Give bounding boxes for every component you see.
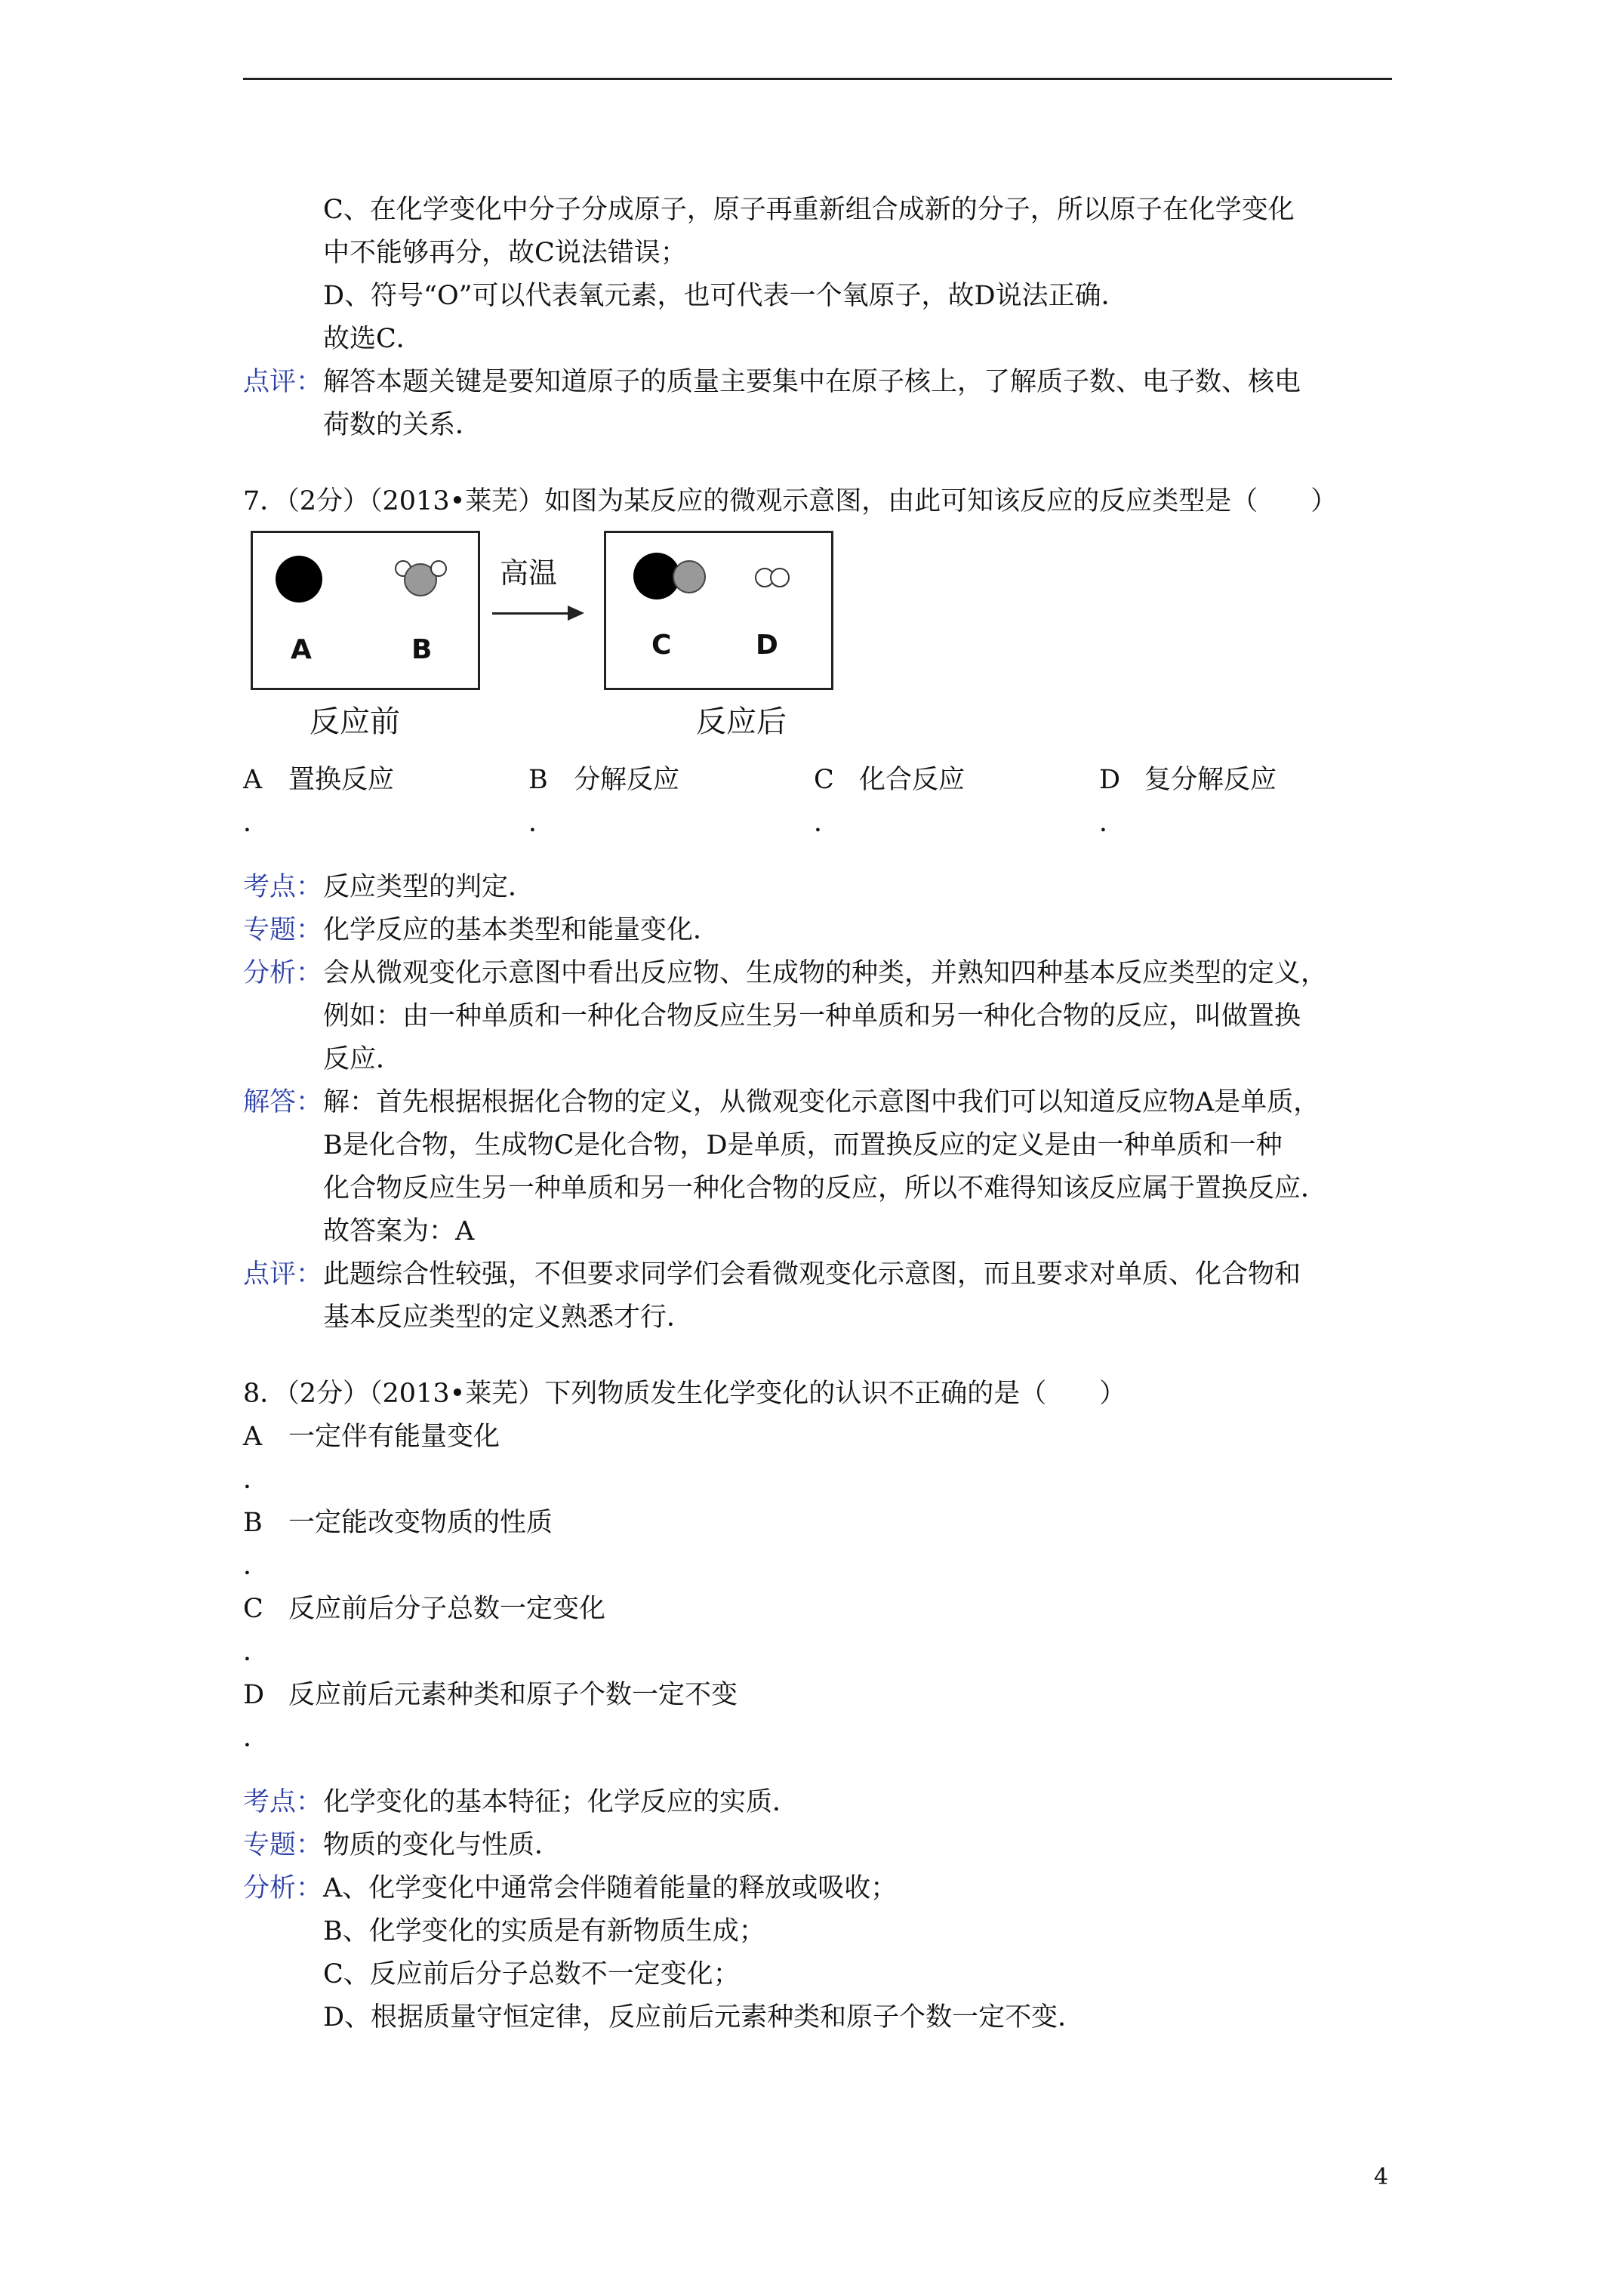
prev-comment xyxy=(243,361,1392,447)
dianping-label: 点评： xyxy=(243,1259,323,1290)
molecule-d-atom xyxy=(770,568,790,587)
arrow-line xyxy=(492,612,569,615)
jieda-label: 解答： xyxy=(243,1087,323,1117)
fenxi-label: 分析： xyxy=(243,958,323,988)
q8-stem: 8．（2分）（2013•莱芜）下列物质发生化学变化的认识不正确的是（ ） xyxy=(243,1379,1126,1409)
option-letter: C xyxy=(243,1594,263,1624)
q7-stem: 7．（2分）（2013•莱芜）如图为某反应的微观示意图，由此可知该反应的反应类型是（ ） xyxy=(243,486,1338,516)
kaodian-label: 考点： xyxy=(243,1787,323,1817)
option-text: 置换反应 xyxy=(288,765,395,795)
q7-option-c xyxy=(814,759,1099,845)
q7-dianping xyxy=(243,1253,1392,1339)
option-letter: D xyxy=(243,1680,265,1710)
q8-option-d xyxy=(243,1674,1392,1760)
kaodian-text: 反应类型的判定． xyxy=(323,872,535,902)
after-box xyxy=(604,531,833,690)
q8-option-b xyxy=(243,1502,1392,1588)
dianping-line: 此题综合性较强，不但要求同学们会看微观变化示意图，而且要求对单质、化合物和 xyxy=(323,1259,1301,1290)
q8-option-c xyxy=(243,1588,1392,1674)
jieda-line: B是化合物，生成物C是化合物，D是单质，而置换反应的定义是由一种单质和一种 xyxy=(323,1130,1283,1160)
kaodian-text: 化学变化的基本特征；化学反应的实质． xyxy=(323,1787,799,1817)
zhuanti-text: 物质的变化与性质． xyxy=(323,1830,562,1860)
q7-jieda xyxy=(243,1081,1392,1253)
option-dot: ． xyxy=(243,1465,270,1495)
label-d: D xyxy=(756,630,778,661)
kaodian-label: 考点： xyxy=(243,872,323,902)
comment-label: 点评： xyxy=(243,367,323,397)
option-dot: ． xyxy=(243,1637,270,1667)
option-dot: ． xyxy=(1099,808,1126,838)
molecule-b-small-atom xyxy=(430,560,447,577)
option-letter: A xyxy=(243,1422,263,1452)
option-dot: ． xyxy=(814,808,841,838)
option-text: 化合反应 xyxy=(859,765,965,795)
option-text: 一定能改变物质的性质 xyxy=(288,1508,553,1538)
fenxi-line: D、根据质量守恒定律，反应前后元素种类和原子个数一定不变． xyxy=(323,2002,1085,2032)
option-dot: ． xyxy=(243,808,270,838)
label-c: C xyxy=(651,630,672,661)
molecule-a-atom xyxy=(276,556,322,603)
option-letter: B xyxy=(243,1508,263,1538)
q8-option-a xyxy=(243,1416,1392,1502)
before-box xyxy=(251,531,480,690)
prev-c-line1: C、在化学变化中分子分成原子，原子再重新组合成新的分子，所以原子在化学变化 xyxy=(323,195,1295,225)
jieda-line: 故答案为：A xyxy=(323,1216,475,1247)
option-letter: B xyxy=(528,765,548,795)
caption-before: 反应前 xyxy=(310,704,400,739)
zhuanti-label: 专题： xyxy=(243,1830,323,1860)
q7-option-b xyxy=(528,759,814,845)
fenxi-line: 例如：由一种单质和一种化合物反应生另一种单质和另一种化合物的反应，叫做置换 xyxy=(323,1001,1301,1031)
reaction-condition: 高温 xyxy=(500,556,558,590)
arrow-head-icon xyxy=(568,606,584,621)
jieda-line: 解：首先根据根据化合物的定义，从微观变化示意图中我们可以知道反应物A是单质， xyxy=(323,1087,1320,1117)
zhuanti-label: 专题： xyxy=(243,915,323,945)
jieda-line: 化合物反应生另一种单质和另一种化合物的反应，所以不难得知该反应属于置换反应． xyxy=(323,1173,1328,1203)
page-content xyxy=(243,189,1392,2039)
q7-zhuanti xyxy=(243,909,1392,952)
zhuanti-text: 化学反应的基本类型和能量变化． xyxy=(323,915,720,945)
q8-kaodian xyxy=(243,1781,1392,1824)
option-letter: C xyxy=(814,765,834,795)
q7-option-a xyxy=(243,759,528,845)
prev-c-line2: 中不能够再分，故C说法错误； xyxy=(323,238,687,268)
comment-line: 荷数的关系． xyxy=(323,410,482,440)
option-text: 复分解反应 xyxy=(1144,765,1277,795)
molecule-c-gray-atom xyxy=(673,560,706,593)
header-rule xyxy=(243,78,1392,80)
reaction-diagram xyxy=(243,531,1392,757)
option-letter: A xyxy=(243,765,263,795)
option-dot: ． xyxy=(243,1551,270,1581)
option-text: 反应前后元素种类和原子个数一定不变 xyxy=(288,1680,738,1710)
fenxi-line: A、化学变化中通常会伴随着能量的释放或吸收； xyxy=(323,1873,898,1903)
fenxi-line: 反应． xyxy=(323,1044,403,1074)
option-text: 一定伴有能量变化 xyxy=(288,1422,500,1452)
label-a: A xyxy=(291,634,312,665)
option-letter: D xyxy=(1099,765,1121,795)
comment-line: 解答本题关键是要知道原子的质量主要集中在原子核上，了解质子数、电子数、核电 xyxy=(323,367,1301,397)
prev-d-line: D、符号“O”可以代表氧元素，也可代表一个氧原子，故D说法正确． xyxy=(323,281,1128,311)
q7-option-d xyxy=(1099,759,1384,845)
caption-after: 反应后 xyxy=(696,704,787,739)
option-text: 反应前后分子总数一定变化 xyxy=(288,1594,606,1624)
q7-options xyxy=(243,759,1392,845)
option-dot: ． xyxy=(243,1723,270,1753)
fenxi-label: 分析： xyxy=(243,1873,323,1903)
q7-kaodian xyxy=(243,866,1392,909)
fenxi-line: C、反应前后分子总数不一定变化； xyxy=(323,1959,740,1989)
q7-fenxi xyxy=(243,952,1392,1081)
fenxi-line: 会从微观变化示意图中看出反应物、生成物的种类，并熟知四种基本反应类型的定义， xyxy=(323,958,1328,988)
fenxi-line: B、化学变化的实质是有新物质生成； xyxy=(323,1916,765,1946)
q8-fenxi xyxy=(243,1867,1392,2039)
dianping-line: 基本反应类型的定义熟悉才行． xyxy=(323,1302,694,1333)
label-b: B xyxy=(411,634,433,665)
option-dot: ． xyxy=(528,808,556,838)
option-text: 分解反应 xyxy=(574,765,680,795)
q8-zhuanti xyxy=(243,1824,1392,1867)
prev-choose: 故选C． xyxy=(323,324,423,354)
page-number: 4 xyxy=(1374,2164,1389,2190)
